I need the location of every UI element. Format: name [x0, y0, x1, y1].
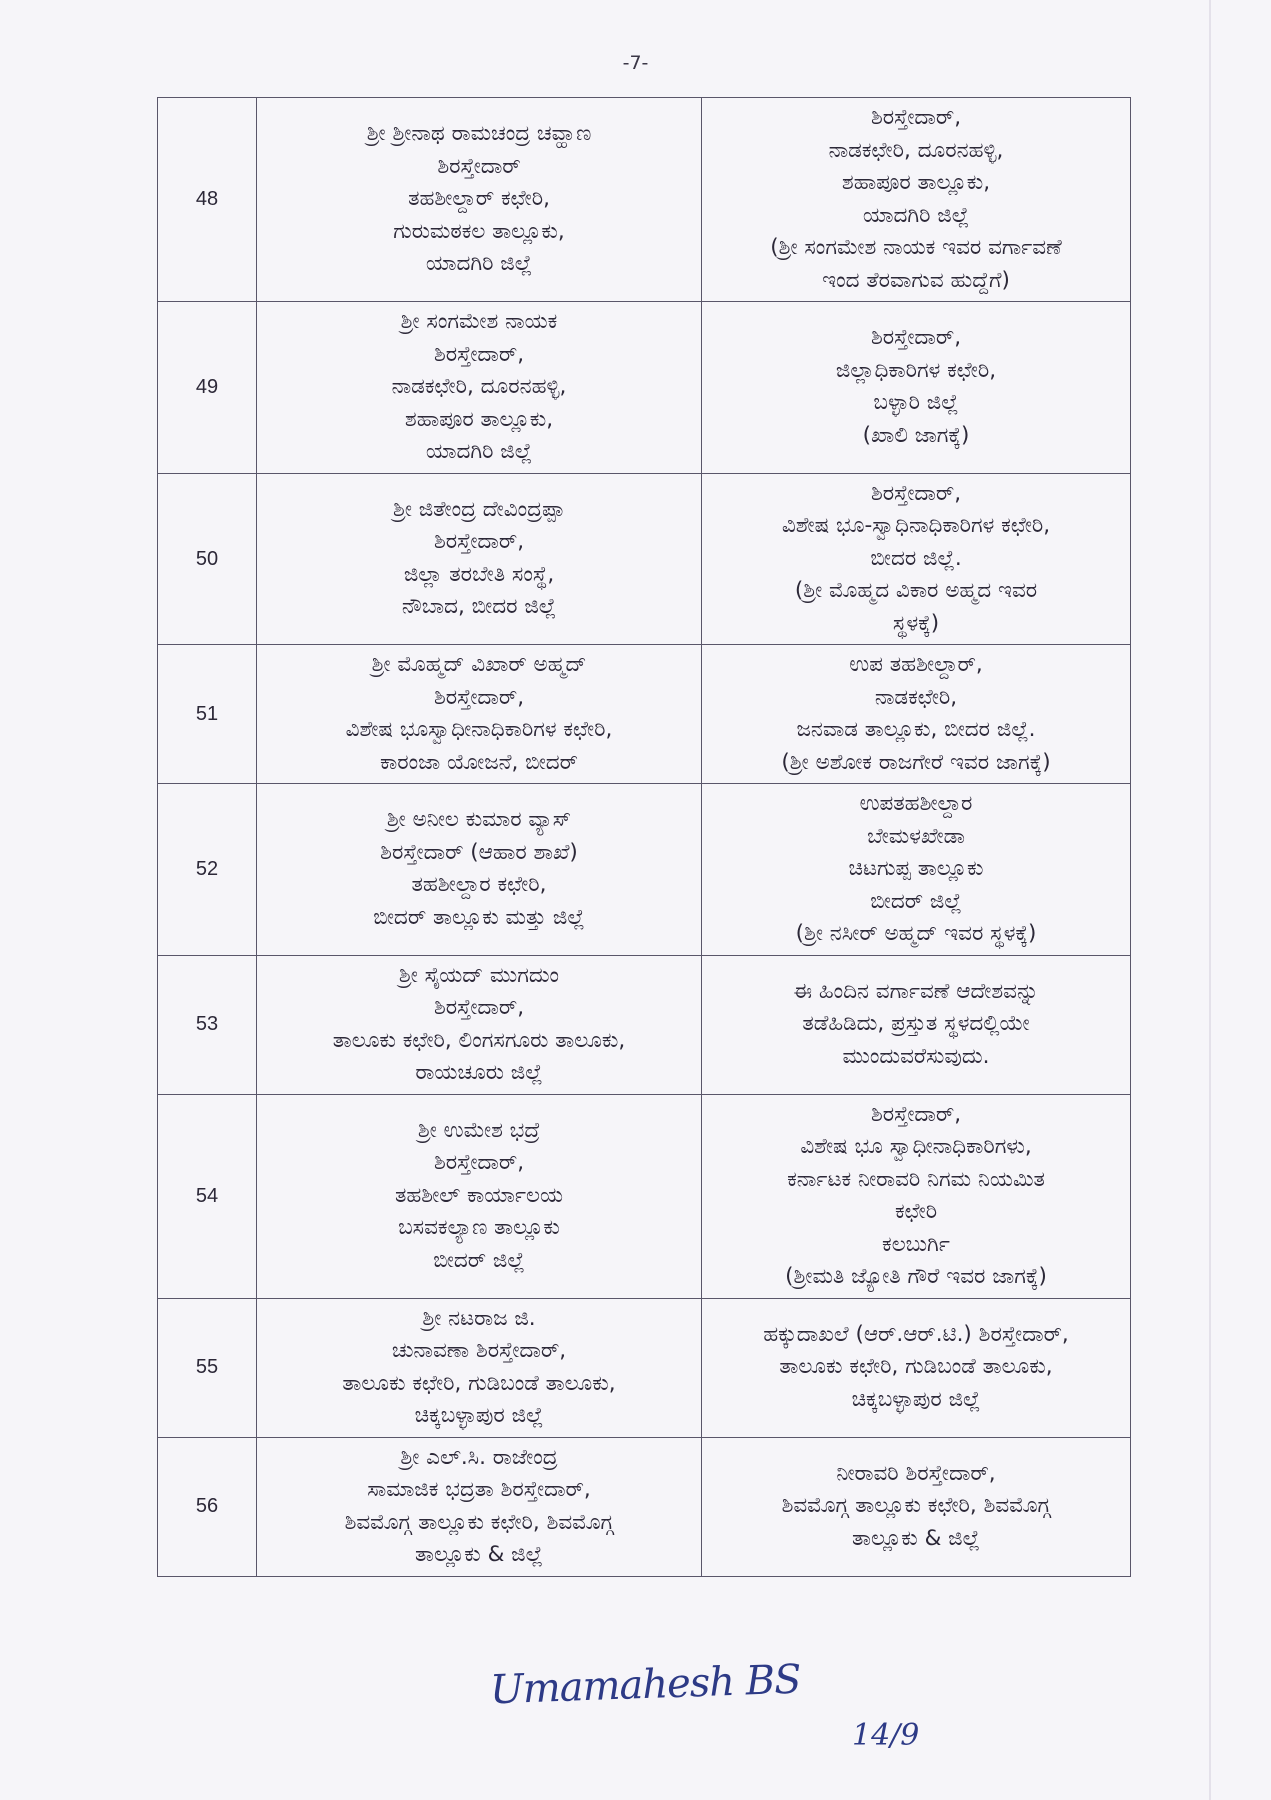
table-row — [158, 1298, 1131, 1437]
from-line: ಶ್ರೀ ಸೈಯದ್ ಮುಗದುಂ — [398, 962, 560, 988]
transfer-post-cell — [702, 1298, 1131, 1437]
current-post-cell — [257, 1298, 702, 1437]
to-line: ವಿಶೇಷ ಭೂ-ಸ್ವಾಧಿನಾಧಿಕಾರಿಗಳ ಕಛೇರಿ, — [781, 513, 1051, 538]
from-line: ಶ್ರೀ ಎಲ್.ಸಿ. ರಾಜೇಂದ್ರ — [400, 1444, 558, 1470]
to-line: ನೀರಾವರಿ ಶಿರಸ್ತೇದಾರ್, — [836, 1460, 996, 1486]
to-line: ಉಪ ತಹಶೀಲ್ದಾರ್, — [849, 652, 983, 677]
to-line: ನಾಡಕಛೇರಿ, ದೂರನಹಳ್ಳಿ, — [828, 137, 1004, 163]
current-post-cell — [257, 1094, 702, 1298]
serial-number-cell: 56 — [158, 1437, 257, 1576]
from-line: ರಾಯಚೂರು ಜಿಲ್ಲೆ — [415, 1060, 543, 1085]
serial-number-cell: 50 — [158, 473, 257, 645]
transfer-post-cell — [702, 1094, 1131, 1298]
to-line: ಶಿರಸ್ತೇದಾರ್, — [870, 105, 962, 130]
to-line: ಉಪತಹಶೀಲ್ದಾರ — [859, 791, 973, 816]
from-line: ತಹಶೀಲ್ದಾರ್ ಕಛೇರಿ, — [408, 186, 550, 212]
to-line: ಬೀದರ ಜಿಲ್ಲೆ. — [870, 545, 962, 571]
current-post-cell — [257, 645, 702, 784]
from-line: ಶ್ರೀ ಶ್ರೀನಾಥ ರಾಮಚಂದ್ರ ಚವ್ಹಾಣ — [366, 121, 592, 147]
table-row — [158, 98, 1131, 302]
from-line: ವಿಶೇಷ ಭೂಸ್ವಾಧೀನಾಧಿಕಾರಿಗಳ ಕಛೇರಿ, — [345, 717, 613, 742]
to-line: ಯಾದಗಿರಿ ಜಿಲ್ಲೆ — [862, 202, 970, 228]
to-line: ಚಿಟಗುಪ್ಪ ತಾಲ್ಲೂಕು — [848, 856, 984, 881]
current-post-cell — [257, 302, 702, 474]
from-line: ಶಹಾಪೂರ ತಾಲ್ಲೂಕು, — [404, 406, 554, 432]
to-line: ತಾಲ್ಲೂಕು & ಜಿಲ್ಲೆ — [852, 1525, 980, 1551]
from-line: ಯಾದಗಿರಿ ಜಿಲ್ಲೆ — [425, 251, 533, 277]
from-line: ಶಿರಸ್ತೇದಾರ್, — [433, 1150, 525, 1176]
serial-number-cell: 48 — [158, 98, 257, 302]
from-line: ಶಿರಸ್ತೇದಾರ್, — [433, 684, 525, 710]
to-line: ಶಿರಸ್ತೇದಾರ್, — [870, 480, 962, 506]
page-bleed-line — [1209, 0, 1211, 1800]
from-line: ಬಸವಕಲ್ಯಾಣ ತಾಲ್ಲೂಕು — [398, 1215, 560, 1241]
to-line: ಮುಂದುವರೆಸುವುದು. — [842, 1043, 990, 1069]
from-line: ಬೀದರ್ ತಾಲ್ಲೂಕು ಮತ್ತು ಜಿಲ್ಲೆ — [373, 904, 585, 930]
to-line: ಜಿಲ್ಲಾಧಿಕಾರಿಗಳ ಕಛೇರಿ, — [835, 357, 997, 383]
to-line: ಬೀದರ್ ಜಿಲ್ಲೆ — [870, 888, 962, 914]
from-line: ತಹಶೀಲ್ ಕಾರ್ಯಾಲಯ — [395, 1182, 563, 1208]
to-line: ಬೇಮಳಖೇಡಾ — [867, 823, 965, 849]
to-line: (ಶ್ರೀ ಮೊಹ್ಮದ ವಿಕಾರ ಅಹ್ಮದ ಇವರ — [794, 578, 1038, 603]
from-line: ಶ್ರೀ ಮೊಹ್ಮದ್ ವಿಖಾರ್ ಅಹ್ಮದ್ — [371, 652, 587, 677]
from-line: ಶಿರಸ್ತೇದಾರ್, — [433, 341, 525, 367]
to-line: ನಾಡಕಛೇರಿ, — [874, 684, 958, 710]
to-line: ಹಕ್ಕುದಾಖಲೆ (ಆರ್.ಆರ್.ಟಿ.) ಶಿರಸ್ತೇದಾರ್, — [763, 1321, 1069, 1347]
current-post-cell — [257, 784, 702, 956]
transfer-post-cell — [702, 1437, 1131, 1576]
table-row — [158, 1437, 1131, 1576]
to-line: ತಾಲೂಕು ಕಛೇರಿ, ಗುಡಿಬಂಡೆ ತಾಲೂಕು, — [779, 1354, 1053, 1380]
from-line: ಶ್ರೀ ನಟರಾಜ ಜಿ. — [422, 1305, 536, 1331]
transfer-post-cell — [702, 955, 1131, 1094]
from-line: ಶಿರಸ್ತೇದಾರ್ (ಆಹಾರ ಶಾಖೆ) — [380, 839, 578, 865]
to-line: ಶಿವಮೊಗ್ಗ ತಾಲ್ಲೂಕು ಕಛೇರಿ, ಶಿವಮೊಗ್ಗ — [781, 1493, 1051, 1519]
to-line: ಸ್ಥಳಕ್ಕೆ) — [892, 610, 940, 636]
to-line: ವಿಶೇಷ ಭೂ ಸ್ವಾಧೀನಾಧಿಕಾರಿಗಳು, — [800, 1134, 1032, 1159]
from-line: ನಾಡಕಛೇರಿ, ದೂರನಹಳ್ಳಿ, — [391, 374, 567, 399]
to-line: ಕರ್ನಾಟಕ ನೀರಾವರಿ ನಿಗಮ ನಿಯಮಿತ — [787, 1166, 1045, 1192]
transfer-table — [157, 97, 1131, 1577]
from-line: ತಾಲೂಕು ಕಛೇರಿ, ಲಿಂಗಸಗೂರು ತಾಲೂಕು, — [332, 1027, 626, 1053]
table-row — [158, 473, 1131, 645]
from-line: ಶಿರಸ್ತೇದಾರ್, — [433, 995, 525, 1020]
from-line: ಕಾರಂಜಾ ಯೋಜನೆ, ಬೀದರ್ — [379, 749, 578, 775]
table-row — [158, 645, 1131, 784]
from-line: ಗುರುಮಠಕಲ ತಾಲ್ಲೂಕು, — [393, 218, 565, 244]
from-line: ಚುನಾವಣಾ ಶಿರಸ್ತೇದಾರ್, — [391, 1338, 567, 1363]
from-line: ಸಾಮಾಜಿಕ ಭದ್ರತಾ ಶಿರಸ್ತೇದಾರ್, — [367, 1477, 591, 1502]
transfer-post-cell — [702, 98, 1131, 302]
transfer-post-cell — [702, 784, 1131, 956]
transfer-post-cell — [702, 302, 1131, 474]
to-line: ಶಹಾಪೂರ ತಾಲ್ಲೂಕು, — [841, 170, 991, 195]
to-line: ಚಿಕ್ಕಬಳ್ಳಾಪುರ ಜಿಲ್ಲೆ — [851, 1386, 981, 1412]
serial-number-cell: 53 — [158, 955, 257, 1094]
from-line: ಶ್ರೀ ಜಿತೇಂದ್ರ ದೇವಿಂದ್ರಪ್ಪಾ — [392, 496, 566, 522]
from-line: ಶಿರಸ್ತೇದಾರ್ — [437, 153, 521, 179]
signature: Umamahesh BS — [489, 1656, 802, 1714]
to-line: (ಶ್ರೀ ನಸೀರ್ ಅಹ್ಮದ್ ಇವರ ಸ್ಥಳಕ್ಕೆ) — [795, 921, 1037, 946]
current-post-cell — [257, 98, 702, 302]
current-post-cell — [257, 955, 702, 1094]
from-line: ಬೀದರ್ ಜಿಲ್ಲೆ — [433, 1247, 525, 1273]
transfer-post-cell — [702, 473, 1131, 645]
table-row — [158, 302, 1131, 474]
to-line: (ಶ್ರೀಮತಿ ಜ್ಯೋತಿ ಗೌರೆ ಇವರ ಜಾಗಕ್ಕೆ) — [785, 1264, 1047, 1289]
from-line: ಶ್ರೀ ಸಂಗಮೇಶ ನಾಯಕ — [400, 309, 558, 334]
from-line: ತಾಲೂಕು ಕಛೇರಿ, ಗುಡಿಬಂಡೆ ತಾಲೂಕು, — [342, 1370, 616, 1396]
current-post-cell — [257, 473, 702, 645]
from-line: ತಹಶೀಲ್ದಾರ ಕಛೇರಿ, — [411, 872, 547, 898]
to-line: (ಖಾಲಿ ಜಾಗಕ್ಕೆ) — [862, 422, 970, 448]
table-row — [158, 784, 1131, 956]
serial-number-cell: 51 — [158, 645, 257, 784]
serial-number-cell: 52 — [158, 784, 257, 956]
to-line: (ಶ್ರೀ ಅಶೋಕ ರಾಜಗೇರೆ ಇವರ ಜಾಗಕ್ಕೆ) — [781, 749, 1051, 775]
to-line: ಶಿರಸ್ತೇದಾರ್, — [870, 1101, 962, 1127]
to-line: ಕಲಬುರ್ಗಿ — [882, 1231, 950, 1257]
to-line: ಕಛೇರಿ — [894, 1199, 938, 1224]
to-line: ಇಂದ ತೆರವಾಗುವ ಹುದ್ದೆಗೆ) — [822, 267, 1010, 293]
to-line: ಜನವಾಡ ತಾಲ್ಲೂಕು, ಬೀದರ ಜಿಲ್ಲೆ. — [796, 717, 1036, 742]
from-line: ಶ್ರೀ ಉಮೇಶ ಭದ್ರೆ — [417, 1117, 541, 1143]
to-line: ಬಳ್ಳಾರಿ ಜಿಲ್ಲೆ — [873, 390, 959, 416]
from-line: ಶ್ರೀ ಅನೀಲ ಕುಮಾರ ವ್ಯಾಸ್ — [386, 807, 572, 833]
serial-number-cell: 55 — [158, 1298, 257, 1437]
from-line: ಶಿರಸ್ತೇದಾರ್, — [433, 529, 525, 555]
from-line: ಚಿಕ್ಕಬಳ್ಳಾಪುರ ಜಿಲ್ಲೆ — [414, 1403, 544, 1428]
from-line: ನೌಬಾದ, ಬೀದರ ಜಿಲ್ಲೆ — [401, 594, 557, 620]
from-line: ಯಾದಗಿರಿ ಜಿಲ್ಲೆ — [425, 439, 533, 464]
to-line: ಶಿರಸ್ತೇದಾರ್, — [870, 325, 962, 351]
to-line: ತಡೆಹಿಡಿದು, ಪ್ರಸ್ತುತ ಸ್ಥಳದಲ್ಲಿಯೇ — [802, 1011, 1030, 1037]
page-number: -7- — [622, 52, 649, 74]
serial-number-cell: 54 — [158, 1094, 257, 1298]
to-line: (ಶ್ರೀ ಸಂಗಮೇಶ ನಾಯಕ ಇವರ ವರ್ಗಾವಣೆ — [770, 235, 1062, 260]
transfer-table-body — [158, 98, 1131, 1577]
table-row — [158, 1094, 1131, 1298]
signature-date: 14/9 — [852, 1718, 920, 1753]
to-line: ಈ ಹಿಂದಿನ ವರ್ಗಾವಣೆ ಆದೇಶವನ್ನು — [793, 978, 1039, 1004]
from-line: ತಾಲ್ಲೂಕು & ಜಿಲ್ಲೆ — [415, 1542, 543, 1567]
serial-number-cell: 49 — [158, 302, 257, 474]
table-row — [158, 955, 1131, 1094]
from-line: ಜಿಲ್ಲಾ ತರಬೇತಿ ಸಂಸ್ಥೆ, — [403, 561, 555, 587]
transfer-post-cell — [702, 645, 1131, 784]
from-line: ಶಿವಮೊಗ್ಗ ತಾಲ್ಲೂಕು ಕಛೇರಿ, ಶಿವಮೊಗ್ಗ — [344, 1509, 614, 1535]
current-post-cell — [257, 1437, 702, 1576]
